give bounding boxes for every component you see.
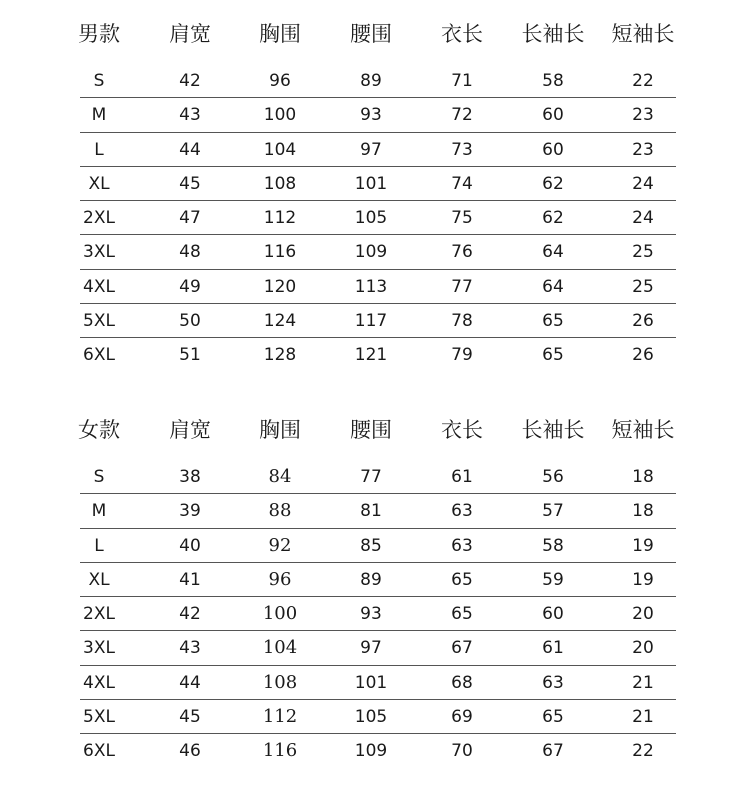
table-row <box>0 631 750 665</box>
table-cell: 21 <box>632 707 654 728</box>
table-cell: 64 <box>542 242 564 263</box>
table-cell: 67 <box>542 741 564 762</box>
table-cell: 65 <box>542 707 564 728</box>
table-cell: 65 <box>451 604 473 625</box>
table-row <box>0 98 750 132</box>
table-cell: 77 <box>451 276 473 297</box>
table-cell: 89 <box>360 569 382 590</box>
table-cell: 116 <box>263 242 297 263</box>
size-label: L <box>94 139 104 160</box>
table-cell: 24 <box>632 208 654 229</box>
table-cell: 71 <box>451 71 473 91</box>
table-cell: 63 <box>451 501 473 522</box>
table-cell: 25 <box>632 242 654 263</box>
table-cell: 42 <box>179 604 201 625</box>
table-cell: 59 <box>542 569 564 590</box>
men-header-row <box>0 16 750 52</box>
table-cell: 75 <box>451 208 473 229</box>
table-cell: 18 <box>632 467 654 487</box>
table-cell: 43 <box>179 105 201 126</box>
table-cell: 116 <box>262 740 298 762</box>
women-header-shoulder: 肩宽 <box>169 418 211 442</box>
table-row <box>0 235 750 269</box>
size-label: M <box>91 105 107 126</box>
table-row <box>0 167 750 201</box>
table-cell: 108 <box>263 173 297 194</box>
table-row <box>0 529 750 563</box>
table-cell: 40 <box>179 535 201 556</box>
table-cell: 124 <box>263 311 297 332</box>
table-cell: 79 <box>451 345 473 366</box>
table-cell: 88 <box>268 500 292 522</box>
size-label: M <box>91 501 107 522</box>
table-row <box>0 494 750 528</box>
table-cell: 38 <box>179 467 201 487</box>
size-label: 2XL <box>83 604 115 625</box>
table-cell: 19 <box>632 569 654 590</box>
table-cell: 69 <box>451 707 473 728</box>
table-cell: 93 <box>360 105 382 126</box>
table-cell: 41 <box>179 569 201 590</box>
table-row <box>0 666 750 700</box>
table-cell: 104 <box>262 637 298 659</box>
table-cell: 112 <box>263 208 297 229</box>
table-cell: 101 <box>354 173 388 194</box>
men-header-short-sleeve: 短袖长 <box>611 22 675 46</box>
table-cell: 23 <box>632 139 654 160</box>
table-cell: 24 <box>632 173 654 194</box>
table-row <box>0 460 750 494</box>
women-header-long-sleeve: 长袖长 <box>521 418 585 442</box>
table-cell: 42 <box>179 71 201 91</box>
table-cell: 21 <box>632 672 654 693</box>
size-label: 6XL <box>83 345 115 366</box>
table-cell: 96 <box>268 568 292 590</box>
table-cell: 113 <box>354 276 388 297</box>
table-cell: 61 <box>451 467 473 487</box>
table-cell: 105 <box>354 707 388 728</box>
table-row <box>0 563 750 597</box>
table-cell: 25 <box>632 276 654 297</box>
table-cell: 46 <box>179 741 201 762</box>
table-row <box>0 304 750 338</box>
women-table-body <box>0 460 750 769</box>
table-cell: 19 <box>632 535 654 556</box>
table-cell: 63 <box>542 672 564 693</box>
size-label: XL <box>88 173 110 194</box>
table-row <box>0 64 750 98</box>
table-cell: 20 <box>632 604 654 625</box>
table-cell: 70 <box>451 741 473 762</box>
size-label: 2XL <box>83 208 115 229</box>
table-cell: 100 <box>263 105 297 126</box>
table-row <box>0 201 750 235</box>
table-cell: 60 <box>542 139 564 160</box>
table-row <box>0 338 750 372</box>
table-cell: 60 <box>542 604 564 625</box>
table-cell: 85 <box>360 535 382 556</box>
men-header-length: 衣长 <box>441 22 483 46</box>
table-cell: 49 <box>179 276 201 297</box>
men-header-long-sleeve: 长袖长 <box>521 22 585 46</box>
table-cell: 47 <box>179 208 201 229</box>
men-header-shoulder: 肩宽 <box>169 22 211 46</box>
size-label: 4XL <box>83 672 115 693</box>
table-cell: 44 <box>179 139 201 160</box>
table-cell: 68 <box>451 672 473 693</box>
table-cell: 89 <box>360 71 382 91</box>
table-cell: 60 <box>542 105 564 126</box>
table-cell: 84 <box>268 466 292 487</box>
table-cell: 50 <box>179 311 201 332</box>
table-row <box>0 597 750 631</box>
table-cell: 81 <box>360 501 382 522</box>
table-cell: 72 <box>451 105 473 126</box>
size-label: 5XL <box>83 707 115 728</box>
table-cell: 26 <box>632 311 654 332</box>
size-label: XL <box>88 569 110 590</box>
table-cell: 57 <box>542 501 564 522</box>
table-cell: 78 <box>451 311 473 332</box>
table-row <box>0 133 750 167</box>
table-cell: 58 <box>542 535 564 556</box>
table-cell: 121 <box>354 345 388 366</box>
size-label: S <box>93 467 105 487</box>
table-cell: 18 <box>632 501 654 522</box>
women-header-chest: 胸围 <box>259 418 301 442</box>
table-cell: 43 <box>179 638 201 659</box>
table-row <box>0 270 750 304</box>
size-label: 6XL <box>83 741 115 762</box>
size-label: L <box>94 535 104 556</box>
table-cell: 74 <box>451 173 473 194</box>
table-cell: 44 <box>179 672 201 693</box>
table-cell: 77 <box>360 467 382 487</box>
table-cell: 65 <box>542 311 564 332</box>
table-cell: 100 <box>262 603 298 625</box>
size-label: 4XL <box>83 276 115 297</box>
table-cell: 97 <box>360 638 382 659</box>
men-header-waist: 腰围 <box>350 22 392 46</box>
table-cell: 64 <box>542 276 564 297</box>
table-cell: 76 <box>451 242 473 263</box>
table-cell: 22 <box>632 71 654 91</box>
table-cell: 92 <box>268 534 292 556</box>
table-cell: 62 <box>542 208 564 229</box>
table-cell: 39 <box>179 501 201 522</box>
table-cell: 26 <box>632 345 654 366</box>
men-table-body <box>0 64 750 373</box>
size-label: 3XL <box>83 638 115 659</box>
table-cell: 97 <box>360 139 382 160</box>
women-header-waist: 腰围 <box>350 418 392 442</box>
table-row <box>0 700 750 734</box>
women-header-length: 衣长 <box>441 418 483 442</box>
table-cell: 93 <box>360 604 382 625</box>
men-header-chest: 胸围 <box>259 22 301 46</box>
size-label: 5XL <box>83 311 115 332</box>
table-cell: 109 <box>354 741 388 762</box>
table-cell: 101 <box>354 672 388 693</box>
table-cell: 117 <box>354 311 388 332</box>
men-header-category: 男款 <box>78 22 120 46</box>
table-cell: 112 <box>262 706 298 728</box>
table-cell: 65 <box>542 345 564 366</box>
table-cell: 108 <box>262 671 298 693</box>
women-header-category: 女款 <box>78 418 120 442</box>
table-cell: 67 <box>451 638 473 659</box>
table-cell: 96 <box>269 71 291 91</box>
table-cell: 58 <box>542 71 564 91</box>
table-cell: 128 <box>263 345 297 366</box>
table-cell: 22 <box>632 741 654 762</box>
table-cell: 61 <box>542 638 564 659</box>
table-row <box>0 734 750 768</box>
table-cell: 120 <box>263 276 297 297</box>
table-cell: 56 <box>542 467 564 487</box>
men-size-table <box>0 16 750 366</box>
table-cell: 20 <box>632 638 654 659</box>
women-header-row <box>0 412 750 448</box>
table-cell: 48 <box>179 242 201 263</box>
table-cell: 104 <box>263 139 297 160</box>
table-cell: 105 <box>354 208 388 229</box>
table-cell: 63 <box>451 535 473 556</box>
table-cell: 62 <box>542 173 564 194</box>
size-label: 3XL <box>83 242 115 263</box>
table-cell: 73 <box>451 139 473 160</box>
women-size-table <box>0 412 750 762</box>
table-cell: 109 <box>354 242 388 263</box>
table-cell: 45 <box>179 173 201 194</box>
size-label: S <box>93 71 105 91</box>
women-header-short-sleeve: 短袖长 <box>611 418 675 442</box>
table-cell: 51 <box>179 345 201 366</box>
table-cell: 23 <box>632 105 654 126</box>
table-cell: 65 <box>451 569 473 590</box>
table-cell: 45 <box>179 707 201 728</box>
